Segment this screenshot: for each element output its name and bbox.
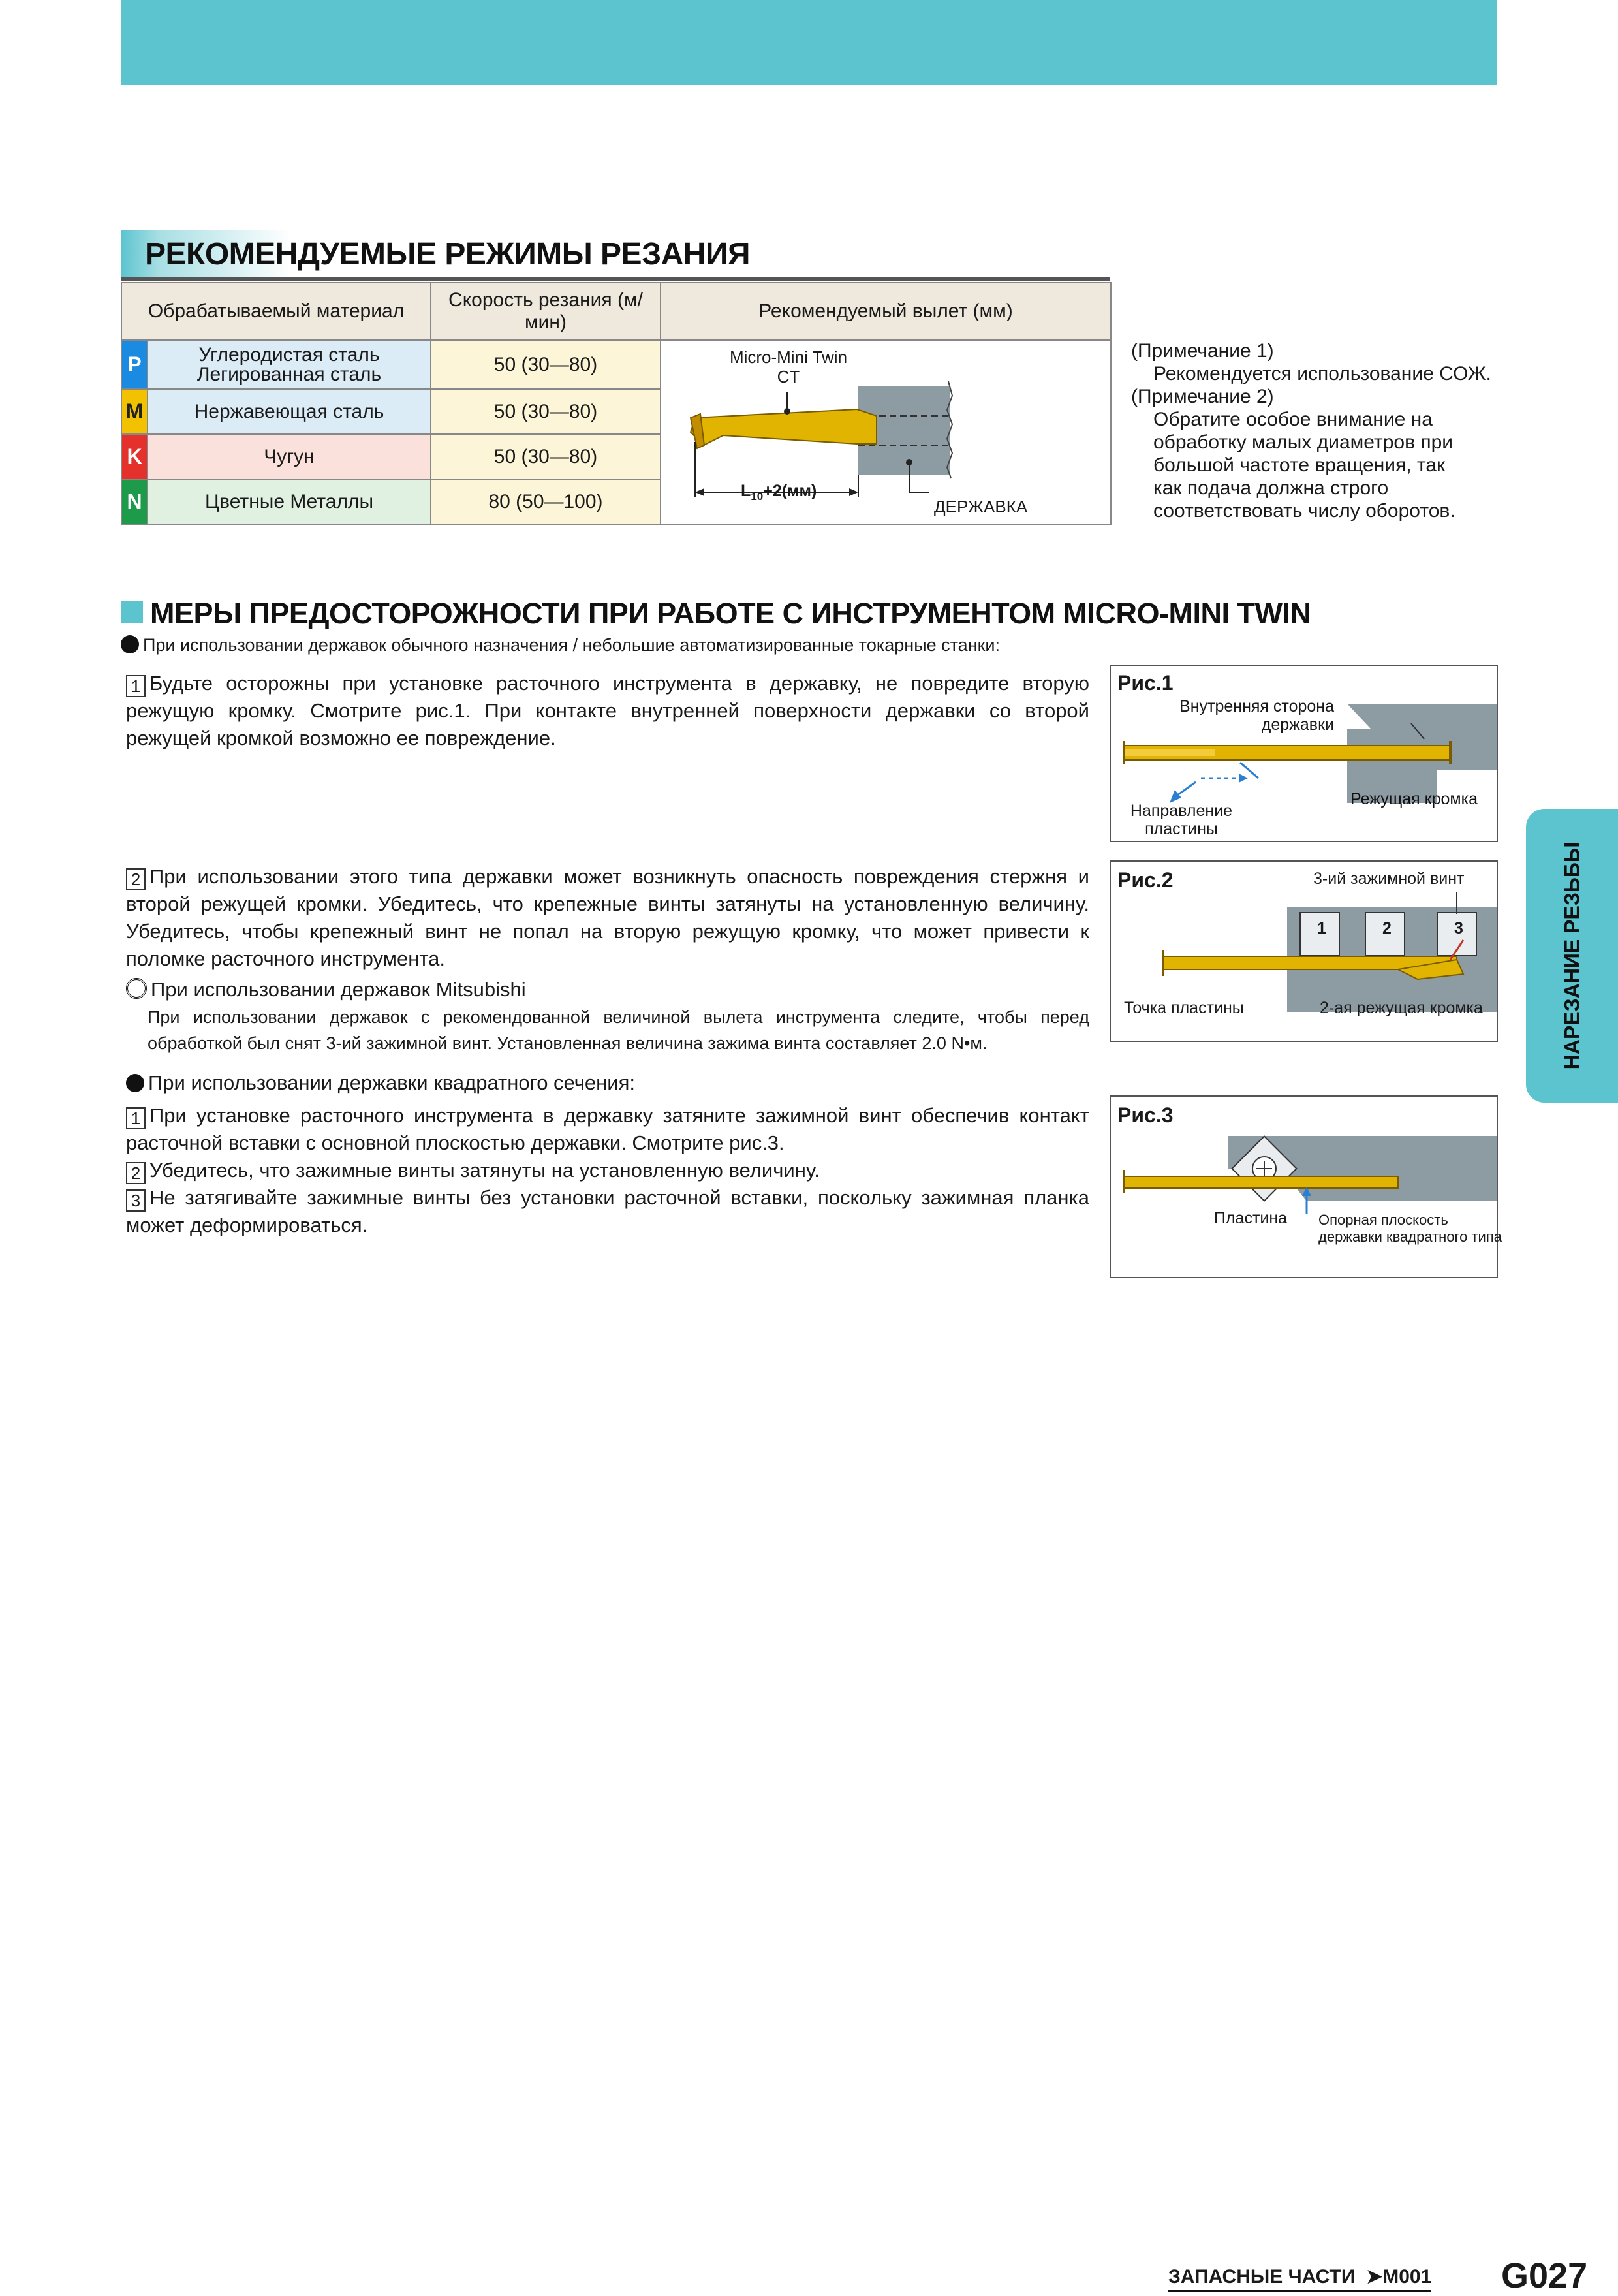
figure-title: Рис.3 (1117, 1103, 1174, 1127)
material-name: Чугун (148, 434, 431, 479)
bullet-icon (121, 635, 139, 653)
label-line: пластины (1145, 820, 1218, 838)
screw-number: 1 (1317, 919, 1326, 937)
tool-name-label (723, 347, 854, 386)
title-divider (121, 277, 1110, 281)
label-line: державки (1261, 716, 1334, 734)
precaution-item-1 (126, 670, 1089, 752)
side-tab-threading[interactable] (1526, 809, 1618, 1103)
label-line: Направление (1130, 802, 1233, 820)
speed-cell: 50 (30—80) (431, 340, 661, 389)
precaution-item-2 (126, 863, 1089, 973)
bullet-icon (126, 1074, 144, 1092)
dim-sub: 10 (751, 490, 764, 503)
note-title: (Примечание 1) (1131, 340, 1274, 362)
boring-bar (1124, 1176, 1398, 1188)
inner-side-label (1164, 697, 1334, 734)
page-number: G027 (1501, 2256, 1588, 2295)
figure-3 (1110, 1095, 1502, 1278)
tool-name-line: Micro-Mini Twin (729, 347, 848, 367)
header-material: Обрабатываемый материал (121, 283, 431, 340)
note-title: (Примечание 2) (1131, 386, 1274, 407)
section-title-cutting-modes (121, 230, 1110, 277)
dim-main: L (741, 482, 751, 500)
footer-link[interactable] (1168, 2266, 1431, 2292)
intro-line (121, 632, 1119, 658)
square-item-1 (126, 1102, 1089, 1157)
number-box-icon: 1 (126, 675, 146, 697)
title-square-icon (121, 601, 143, 623)
number-box-icon: 2 (126, 1162, 146, 1184)
note-line: большой частоте вращения, так (1153, 454, 1446, 476)
note-line: обработку малых диаметров при (1153, 432, 1454, 453)
header-speed: Скорость резания (м/мин) (431, 283, 661, 340)
second-edge-label: 2-ая режущая кромка (1320, 999, 1483, 1017)
figure-3-drawing (1111, 1097, 1497, 1277)
screw-number: 3 (1454, 919, 1463, 937)
figure-title: Рис.1 (1117, 671, 1174, 695)
arrow-right-icon: ➤ (1366, 2266, 1383, 2288)
tool-type-line: CT (777, 367, 800, 386)
tag-m: M (121, 389, 148, 434)
item-text: Не затягивайте зажимные винты без установки расточной вставки, поскольку зажимная планка может деформироваться. (126, 1186, 1089, 1236)
material-cell (148, 340, 431, 389)
insert-label: Пластина (1214, 1209, 1288, 1227)
material-name: Цветные Металлы (148, 479, 431, 524)
material-name: Углеродистая сталь (198, 343, 380, 366)
third-screw-label: 3-ий зажимной винт (1313, 870, 1465, 888)
material-name: Легированная сталь (196, 363, 382, 385)
double-circle-icon (126, 978, 147, 999)
note-line: как подача должна строго (1153, 477, 1389, 499)
item-text: При использовании этого типа державки может возникнуть опасность повреждения стержня и второй режущей кромки. Убедитесь, что крепежные винты затянуты на установленную величину. Убедитесь, чтобы крепежный винт не попал на вторую режущую кромку, что может привести к поломке расточного инструмента. (126, 865, 1089, 970)
direction-label (1123, 802, 1240, 838)
note-line: Рекомендуется использование СОЖ. (1153, 363, 1491, 385)
intro-text: При использовании державок обычного назначения / небольшие автоматизированные токарные станки: (143, 635, 1001, 655)
tag-k: K (121, 434, 148, 479)
figure-1 (1110, 665, 1498, 842)
tag-n: N (121, 479, 148, 524)
cutting-edge-label: Режущая кромка (1350, 790, 1478, 808)
number-box-icon: 2 (126, 868, 146, 890)
square-item-3 (126, 1184, 1089, 1239)
material-name: Нержавеющая сталь (148, 389, 431, 434)
section-title-text: РЕКОМЕНДУЕМЫЕ РЕЖИМЫ РЕЗАНИЯ (145, 237, 750, 272)
label-line: Опорная плоскость (1318, 1212, 1448, 1228)
square-holder-title (126, 1069, 1089, 1097)
label-line: Внутренняя сторона (1179, 697, 1334, 716)
item-text: При установке расточного инструмента в державку затяните зажимной винт обеспечив контакт расточной вставки с основной плоскостью державки. Смотрите рис.3. (126, 1104, 1089, 1154)
cutting-modes-table (121, 282, 1112, 525)
insert-point-label: Точка пластины (1124, 999, 1244, 1017)
screw-number: 2 (1382, 919, 1392, 937)
note-line: соответствовать числу оборотов. (1153, 500, 1455, 522)
footer-link-target: M001 (1382, 2266, 1432, 2288)
tag-p: P (121, 340, 148, 389)
holder-label: ДЕРЖАВКА (934, 497, 1028, 516)
boring-bar (691, 409, 877, 445)
number-box-icon: 3 (126, 1189, 146, 1212)
section-title-text: МЕРЫ ПРЕДОСТОРОЖНОСТИ ПРИ РАБОТЕ С ИНСТРУМЕНТОМ MICRO-MINI TWIN (150, 597, 1311, 630)
item-text: Будьте осторожны при установке расточного инструмента в державку, не повредите вторую режущую кромку. Смотрите рис.1. При контакте внутренней поверхности державки со второй режущей кромкой возможно ее повреждение. (126, 672, 1089, 749)
side-tab-label: НАРЕЗАНИЕ РЕЗЬБЫ (1560, 841, 1583, 1070)
square-title-text: При использовании державки квадратного сечения: (148, 1071, 635, 1094)
square-item-2 (126, 1157, 1089, 1184)
figure-title: Рис.2 (1117, 868, 1174, 892)
overhang-diagram-cell (661, 340, 1111, 524)
footer-crossref[interactable] (1168, 2265, 1431, 2288)
footer-link-text: ЗАПАСНЫЕ ЧАСТИ (1168, 2266, 1356, 2288)
dim-rest: +2(мм) (763, 482, 817, 500)
dimension-label (741, 482, 817, 506)
notes-block (1131, 339, 1497, 522)
speed-cell: 50 (30—80) (431, 434, 661, 479)
item-text: Убедитесь, что зажимные винты затянуты на установленную величину. (149, 1159, 820, 1182)
top-banner (121, 0, 1497, 85)
figure-2 (1110, 860, 1498, 1042)
note-line: Обратите особое внимание на (1153, 409, 1433, 430)
speed-cell: 50 (30—80) (431, 389, 661, 434)
mitsubishi-title-text: При использовании державок Mitsubishi (151, 978, 526, 1001)
mitsubishi-title (126, 976, 1089, 1003)
number-box-icon: 1 (126, 1107, 146, 1129)
speed-cell: 80 (50—100) (431, 479, 661, 524)
support-plane-label (1318, 1212, 1502, 1246)
header-overhang: Рекомендуемый вылет (мм) (661, 283, 1111, 340)
label-line: державки квадратного типа (1318, 1229, 1502, 1245)
mitsubishi-text: При использовании державок с рекомендованной величиной вылета инструмента следите, чтобы перед обработкой был снят 3-ий зажимной винт. Установленная величина зажима винта составляет 2.0 N•м. (148, 1007, 1089, 1053)
